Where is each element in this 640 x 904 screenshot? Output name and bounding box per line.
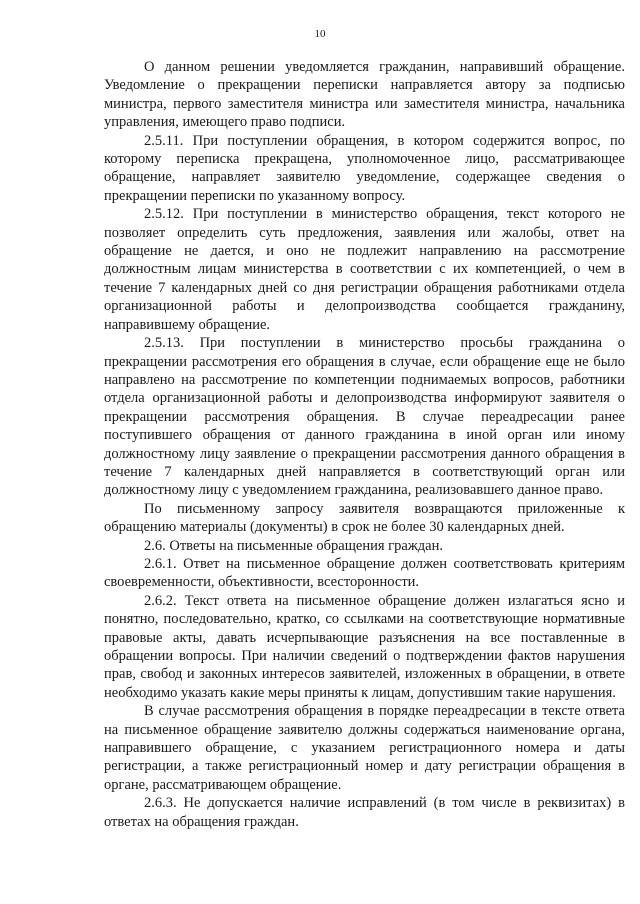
- paragraph-return-materials: По письменному запросу заявителя возвращаются приложенные к обращению материалы (документы) в срок не более 30 календарных дней.: [104, 500, 625, 536]
- paragraph-2-6: 2.6. Ответы на письменные обращения граждан.: [144, 537, 443, 554]
- paragraph-2-6-1: 2.6.1. Ответ на письменное обращение должен соответствовать критериям своевременности, объективности, всесторонности.: [104, 555, 625, 591]
- document-body: [104, 58, 625, 831]
- paragraph-2-6-2: 2.6.2. Текст ответа на письменное обращение должен излагаться ясно и понятно, последовательно, кратко, со ссылками на соответствующие нормативные правовые акты, давать исчерпывающие разъяснения на все поставленные в обращении вопросы. При наличии сведений о подтверждении фактов нарушения прав, свобод и законных интересов заявителей, изложенных в обращении, в ответе необходимо указать какие меры приняты к лицам, допустившим такие нарушения.: [104, 592, 625, 701]
- paragraph-2-6-3: 2.6.3. Не допускается наличие исправлений (в том числе в реквизитах) в ответах на обращения граждан.: [104, 795, 625, 830]
- paragraph-redirection: В случае рассмотрения обращения в порядке переадресации в тексте ответа на письменное обращение заявителю должны содержаться наименование органа, направившего обращение, с указанием регистрационного номера и даты регистрации, а также регистрационный номер и дату регистрации обращения в органе, рассматривающем обращение.: [104, 703, 625, 793]
- paragraph-notification-decision: О данном решении уведомляется гражданин, направивший обращение. Уведомление о прекращении переписки направляется автору за подписью министра, первого заместителя министра или заместителя министра, начальника управления, имеющего право подписи.: [104, 59, 625, 131]
- paragraph-2-5-11: 2.5.11. При поступлении обращения, в котором содержится вопрос, по которому переписка прекращена, уполномоченное лицо, рассматривающее обращение, направляет заявителю уведомление, содержащее сведения о прекращении переписки по указанному вопросу.: [104, 132, 625, 204]
- paragraph-2-5-13: 2.5.13. При поступлении в министерство просьбы гражданина о прекращении рассмотрения его обращения в случае, если обращение еще не было направлено на рассмотрение по компетенции поднимаемых вопросов, работники отдела организационной работы и делопроизводства информируют заявителя о прекращении рассмотрения обращения. В случае переадресации ранее поступившего обращения от данного гражданина в иной орган или иному должностному лицу заявление о прекращении рассмотрения данного обращения в течение 7 календарных дней направляется в соответствующий орган или должностному лицу с уведомлением гражданина, реализовавшего данное право.: [104, 335, 625, 499]
- paragraph-2-5-12: 2.5.12. При поступлении в министерство обращения, текст которого не позволяет определить суть предложения, заявления или жалобы, ответ на обращение не дается, и оно не подлежит направлению на рассмотрение должностным лицам министерства в соответствии с их компетенцией, о чем в течение 7 календарных дней со дня регистрации обращения работниками отдела организационной работы и делопроизводства сообщается гражданину, направившему обращение.: [104, 206, 625, 333]
- page-number: 10: [314, 28, 326, 40]
